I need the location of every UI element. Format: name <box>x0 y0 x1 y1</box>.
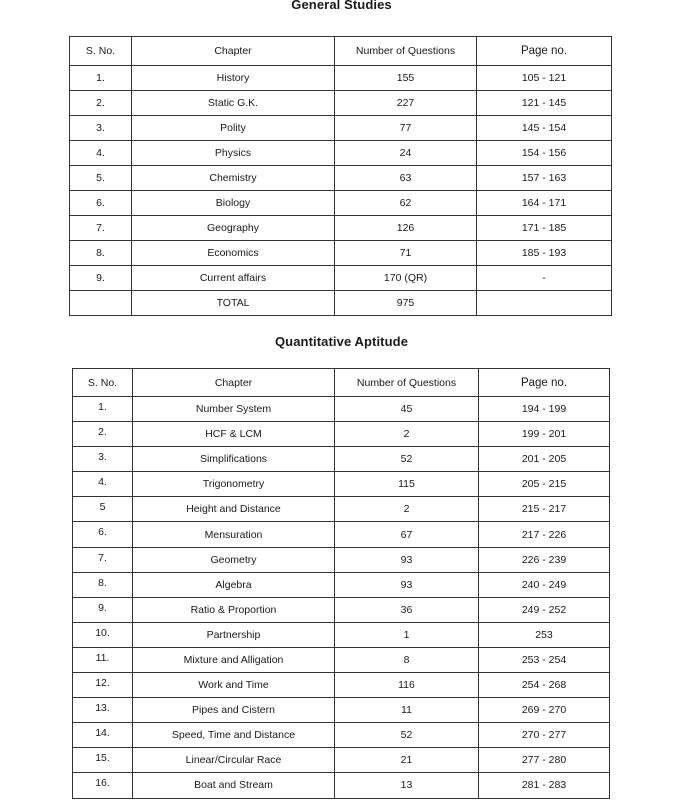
sno-cell: 11. <box>73 647 133 672</box>
page-range-cell: 164 - 171 <box>477 191 612 216</box>
header-questions: Number of Questions <box>335 369 479 397</box>
questions-cell: 21 <box>335 748 479 773</box>
table-row <box>73 522 610 547</box>
header-page-no: Page no. <box>479 369 610 397</box>
chapter-cell: Current affairs <box>132 266 335 291</box>
page-range-cell: 217 - 226 <box>479 522 610 547</box>
table-row <box>73 622 610 647</box>
questions-cell: 62 <box>335 191 477 216</box>
page-range-cell: 254 - 268 <box>479 673 610 698</box>
questions-cell: 52 <box>335 723 479 748</box>
page-range-cell: 154 - 156 <box>477 141 612 166</box>
sno-cell: 10. <box>73 622 133 647</box>
page-range-cell: 270 - 277 <box>479 723 610 748</box>
questions-cell: 71 <box>335 241 477 266</box>
questions-cell: 1 <box>335 622 479 647</box>
header-questions: Number of Questions <box>335 37 477 66</box>
table-row <box>70 166 612 191</box>
chapter-cell: Partnership <box>133 622 335 647</box>
table-row <box>70 266 612 291</box>
sno-cell: 15. <box>73 748 133 773</box>
page-range-cell: 215 - 217 <box>479 497 610 522</box>
sno-cell: 7. <box>70 216 132 241</box>
page-range-cell: 240 - 249 <box>479 572 610 597</box>
table-row <box>73 673 610 698</box>
questions-cell: 116 <box>335 673 479 698</box>
chapter-cell: Biology <box>132 191 335 216</box>
page-range-cell: 277 - 280 <box>479 748 610 773</box>
questions-cell: 11 <box>335 698 479 723</box>
sno-cell: 4. <box>73 472 133 497</box>
header-chapter: Chapter <box>133 369 335 397</box>
sno-cell: 5 <box>73 497 133 522</box>
chapter-cell: Number System <box>133 397 335 422</box>
page-range-cell: 157 - 163 <box>477 166 612 191</box>
page-range-cell: 269 - 270 <box>479 698 610 723</box>
questions-cell: 155 <box>335 66 477 91</box>
table-row <box>73 547 610 572</box>
table-row <box>73 422 610 447</box>
chapter-cell: Economics <box>132 241 335 266</box>
page-range-cell: 121 - 145 <box>477 91 612 116</box>
page-range-cell: 253 <box>479 622 610 647</box>
sno-cell: 3. <box>73 447 133 472</box>
table-row <box>70 91 612 116</box>
sno-cell: 1. <box>73 397 133 422</box>
table-row <box>70 241 612 266</box>
header-chapter: Chapter <box>132 37 335 66</box>
sno-cell: 6. <box>70 191 132 216</box>
chapter-cell: Geography <box>132 216 335 241</box>
chapter-cell: HCF & LCM <box>133 422 335 447</box>
chapter-cell: Simplifications <box>133 447 335 472</box>
sno-cell: 8. <box>73 572 133 597</box>
table-row <box>70 191 612 216</box>
sno-cell: 2. <box>73 422 133 447</box>
questions-cell: 227 <box>335 91 477 116</box>
questions-cell: 63 <box>335 166 477 191</box>
questions-cell: 975 <box>335 291 477 316</box>
table-header-row <box>73 369 610 397</box>
sno-cell: 8. <box>70 241 132 266</box>
chapter-cell: Pipes and Cistern <box>133 698 335 723</box>
questions-cell: 8 <box>335 647 479 672</box>
chapter-cell: TOTAL <box>132 291 335 316</box>
questions-cell: 115 <box>335 472 479 497</box>
page-range-cell: 199 - 201 <box>479 422 610 447</box>
sno-cell: 9. <box>70 266 132 291</box>
questions-cell: 93 <box>335 547 479 572</box>
questions-cell: 24 <box>335 141 477 166</box>
sno-cell: 12. <box>73 673 133 698</box>
table-row <box>73 572 610 597</box>
sno-cell: 7. <box>73 547 133 572</box>
questions-cell: 45 <box>335 397 479 422</box>
sno-cell: 3. <box>70 116 132 141</box>
page-range-cell: 194 - 199 <box>479 397 610 422</box>
questions-cell: 77 <box>335 116 477 141</box>
sno-cell: 2. <box>70 91 132 116</box>
questions-cell: 52 <box>335 447 479 472</box>
chapter-cell: Algebra <box>133 572 335 597</box>
chapter-cell: Trigonometry <box>133 472 335 497</box>
chapter-cell: Mixture and Alligation <box>133 647 335 672</box>
page-range-cell: 249 - 252 <box>479 597 610 622</box>
questions-cell: 67 <box>335 522 479 547</box>
sno-cell: 16. <box>73 773 133 798</box>
questions-cell: 170 (QR) <box>335 266 477 291</box>
table-row <box>70 116 612 141</box>
table-row <box>70 141 612 166</box>
chapter-cell: Mensuration <box>133 522 335 547</box>
questions-cell: 126 <box>335 216 477 241</box>
sno-cell: 13. <box>73 698 133 723</box>
page-range-cell: 145 - 154 <box>477 116 612 141</box>
sno-cell: 9. <box>73 597 133 622</box>
sno-cell: 1. <box>70 66 132 91</box>
chapter-cell: Geometry <box>133 547 335 572</box>
table-row <box>73 497 610 522</box>
chapter-cell: Work and Time <box>133 673 335 698</box>
questions-cell: 2 <box>335 422 479 447</box>
page-range-cell <box>477 291 612 316</box>
page-range-cell: 201 - 205 <box>479 447 610 472</box>
general-studies-title: General Studies <box>291 0 392 12</box>
table-row <box>73 472 610 497</box>
chapter-cell: Polity <box>132 116 335 141</box>
page-range-cell: 185 - 193 <box>477 241 612 266</box>
page-range-cell: 253 - 254 <box>479 647 610 672</box>
chapter-cell: History <box>132 66 335 91</box>
table-row <box>73 447 610 472</box>
table-row <box>70 216 612 241</box>
sno-cell: 4. <box>70 141 132 166</box>
sno-cell <box>70 291 132 316</box>
page-range-cell: 205 - 215 <box>479 472 610 497</box>
table-row <box>73 698 610 723</box>
sno-cell: 6. <box>73 522 133 547</box>
questions-cell: 2 <box>335 497 479 522</box>
chapter-cell: Speed, Time and Distance <box>133 723 335 748</box>
chapter-cell: Physics <box>132 141 335 166</box>
table-row <box>73 723 610 748</box>
sno-cell: 14. <box>73 723 133 748</box>
general-studies-table <box>69 36 612 316</box>
questions-cell: 13 <box>335 773 479 798</box>
chapter-cell: Height and Distance <box>133 497 335 522</box>
page-range-cell: 281 - 283 <box>479 773 610 798</box>
chapter-cell: Static G.K. <box>132 91 335 116</box>
header-sno: S. No. <box>70 37 132 66</box>
page-range-cell: 105 - 121 <box>477 66 612 91</box>
header-sno: S. No. <box>73 369 133 397</box>
page-range-cell: - <box>477 266 612 291</box>
page-range-cell: 226 - 239 <box>479 547 610 572</box>
table-row <box>73 647 610 672</box>
chapter-cell: Linear/Circular Race <box>133 748 335 773</box>
table-row <box>70 66 612 91</box>
questions-cell: 36 <box>335 597 479 622</box>
chapter-cell: Ratio & Proportion <box>133 597 335 622</box>
table-row <box>73 597 610 622</box>
table-header-row <box>70 37 612 66</box>
quantitative-aptitude-table <box>72 368 610 799</box>
chapter-cell: Boat and Stream <box>133 773 335 798</box>
table-row <box>73 748 610 773</box>
quantitative-aptitude-title: Quantitative Aptitude <box>274 334 409 349</box>
table-row <box>70 291 612 316</box>
header-page-no: Page no. <box>477 37 612 66</box>
sno-cell: 5. <box>70 166 132 191</box>
questions-cell: 93 <box>335 572 479 597</box>
table-row <box>73 773 610 798</box>
page-range-cell: 171 - 185 <box>477 216 612 241</box>
table-row <box>73 397 610 422</box>
chapter-cell: Chemistry <box>132 166 335 191</box>
